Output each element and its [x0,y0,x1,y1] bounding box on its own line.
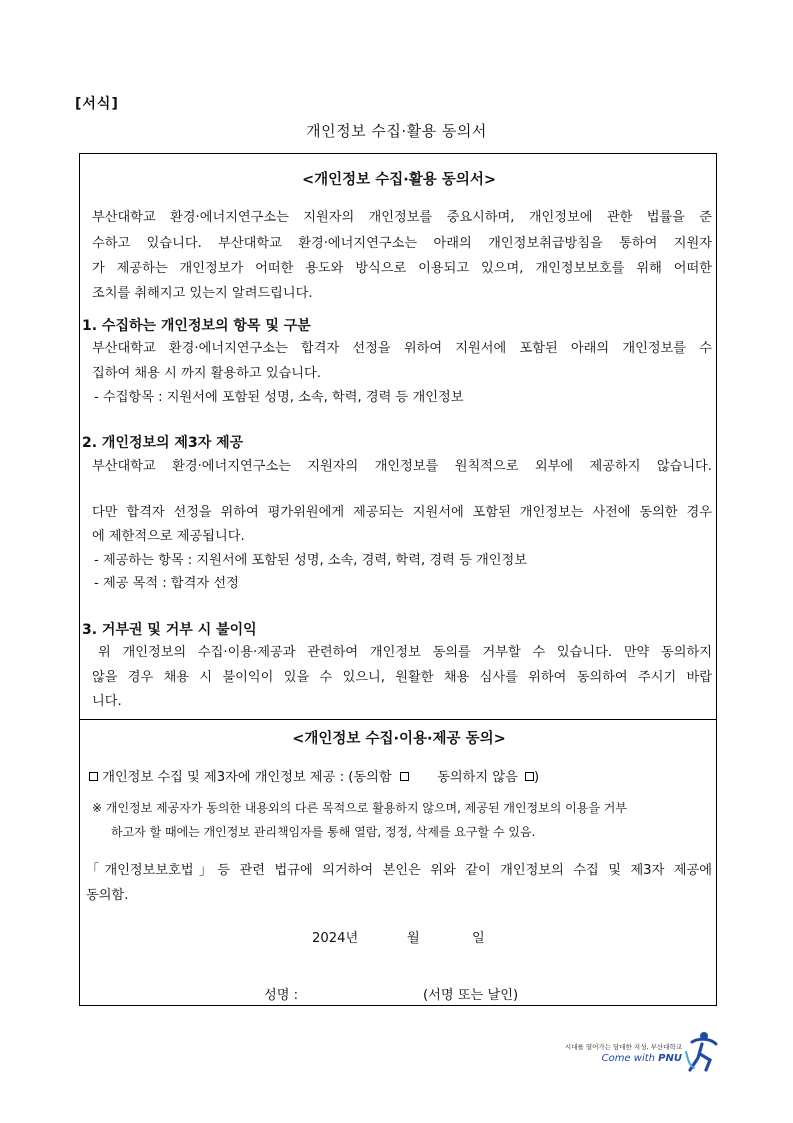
date-month: 월 [407,931,420,946]
section-2-item: - 제공하는 항목 : 지원서에 포함된 성명, 소속, 경력, 학력, 경력 등 개인정보 [94,553,527,568]
law-statement-line: 「개인정보보호법」등 관련 법규에 의거하여 본인은 위와 같이 개인정보의 수집 및 제3자 제공에 [86,863,712,878]
university-logo [560,1028,720,1073]
disagree-label: 동의하지 않음 [437,770,518,785]
document-title: 개인정보 수집·활용 동의서 [306,122,487,140]
agree-checkbox[interactable] [400,772,409,781]
logo-slogan: 시대를 열어가는 담대한 지성, 부산대학교 [564,1043,682,1051]
intro-line: 부산대학교 환경·에너지연구소는 지원자의 개인정보를 중요시하며, 개인정보에 관한 법률을 준 [92,210,712,225]
section-3-line: 위 개인정보의 수집·이용·제공과 관련하여 개인정보 동의를 거부할 수 있습니다. 만약 동의하지 [98,645,712,660]
signature-label: (서명 또는 날인) [423,988,519,1003]
logo-tagline [560,1053,682,1064]
form-label: [서식] [75,96,119,112]
tagline-brand: PNU [658,1053,682,1064]
section-1-title: 1. 수집하는 개인정보의 항목 및 구분 [82,318,311,334]
notice-line: ※ 개인정보 제공자가 동의한 내용외의 다른 목적으로 활용하지 않으며, 제공된 개인정보의 이용을 거부 [92,801,627,815]
section-2-line: 다만 합격자 선정을 위하여 평가위원에게 제공되는 지원서에 포함된 개인정보는 사전에 동의한 경우 [92,505,712,520]
box-heading: <개인정보 수집·활용 동의서> [302,172,496,188]
pnu-emblem-icon [684,1028,720,1073]
law-statement-line: 동의함. [86,888,129,903]
intro-line: 조치를 취해지고 있는지 알려드립니다. [92,286,313,301]
date-day: 일 [472,931,485,946]
section-1-line: 부산대학교 환경·에너지연구소는 합격자 선정을 위하여 지원서에 포함된 아래의 개인정보를 수 [92,341,712,356]
section-2-title: 2. 개인정보의 제3자 제공 [82,435,244,451]
notice-line: 하고자 할 때에는 개인정보 관리책임자를 통해 열람, 정정, 삭제를 요구할 수 있음. [111,825,536,839]
section-2-item: - 제공 목적 : 합격자 선정 [94,576,239,591]
close-paren: ) [534,770,540,785]
section-2-line: 부산대학교 환경·에너지연구소는 지원자의 개인정보를 원칙적으로 외부에 제공하지 않습니다. [92,459,712,474]
section-divider [80,719,716,720]
section-3-line: 않을 경우 채용 시 불이익이 있을 수 있으니, 원활한 채용 심사를 위하여 동의하여 주시기 바랍 [92,670,712,685]
disagree-checkbox[interactable] [525,772,534,781]
consent-form-box [79,153,717,1006]
consent-checkbox[interactable] [89,772,98,781]
section-2-line: 에 제한적으로 제공됩니다. [92,529,245,544]
section-1-line: 집하여 채용 시 까지 활용하고 있습니다. [92,366,321,381]
section-3-title: 3. 거부권 및 거부 시 불이익 [82,622,257,638]
section-3-line: 니다. [92,694,122,709]
consent-heading: <개인정보 수집·이용·제공 동의> [292,731,506,747]
consent-statement-row [89,766,539,785]
tagline-prefix: Come with [601,1053,659,1064]
name-label: 성명 : [264,988,299,1003]
intro-line: 수하고 있습니다. 부산대학교 환경·에너지연구소는 아래의 개인정보취급방침을 통하여 지원자 [92,236,712,251]
consent-statement: 개인정보 수집 및 제3자에 개인정보 제공 : (동의함 [102,770,392,785]
section-1-item: - 수집항목 : 지원서에 포함된 성명, 소속, 학력, 경력 등 개인정보 [94,390,464,405]
date-year: 2024년 [312,931,359,946]
intro-line: 가 제공하는 개인정보가 어떠한 용도와 방식으로 이용되고 있으며, 개인정보보호를 위해 어떠한 [92,261,712,276]
